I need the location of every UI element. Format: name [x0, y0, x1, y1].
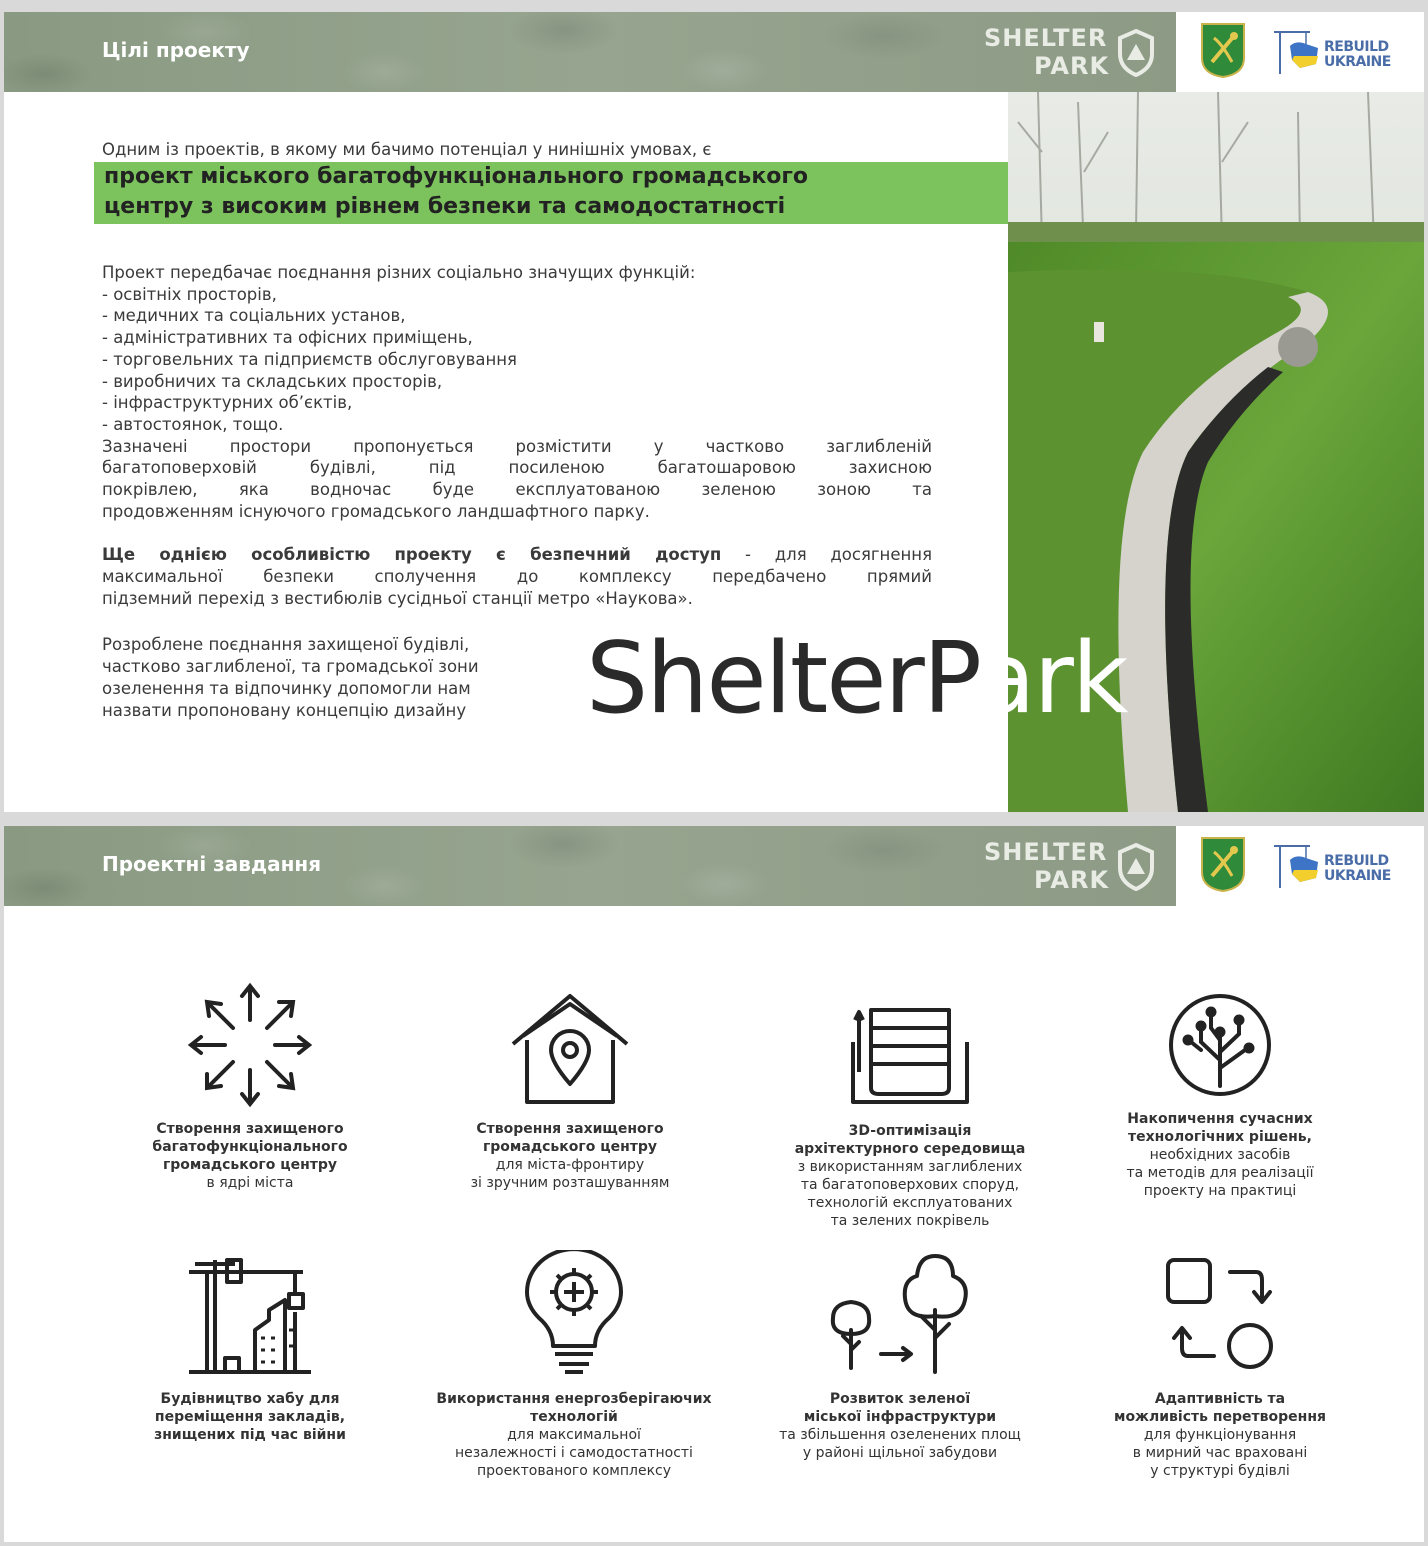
task-card	[420, 990, 720, 1192]
highlight-line-1: проект міського багатофункціонального громадського	[104, 164, 808, 189]
caption-bold-line: Створення захищеного	[156, 1121, 344, 1137]
caption-line: та зелених покрівель	[830, 1213, 990, 1229]
slide-tasks	[4, 826, 1424, 1542]
shelter-park-logo	[982, 22, 1162, 82]
functions-block	[102, 262, 932, 522]
caption-bold-line: технологічних рішень,	[1128, 1129, 1312, 1145]
city-coat-of-arms-icon	[1200, 836, 1246, 892]
placement-line: покрівлею, яка водночас буде експлуатованою зеленою зоною та	[102, 480, 932, 500]
logo-line-1: SHELTER	[984, 24, 1108, 52]
logo-line-2: PARK	[1034, 52, 1110, 80]
header-title: Проектні завдання	[102, 852, 322, 876]
closing-line: назвати пропоновану концепцію дизайну	[102, 701, 467, 720]
task-caption	[100, 1120, 400, 1192]
function-item: - інфраструктурних об’єктів,	[102, 393, 353, 413]
task-card	[1070, 990, 1370, 1200]
logo-line-1: SHELTER	[984, 838, 1108, 866]
access-paragraph	[102, 544, 932, 610]
task-caption	[424, 1390, 724, 1480]
closing-line: озеленення та відпочинку допомогли нам	[102, 679, 471, 698]
caption-bold-line: багатофункціонального	[152, 1139, 348, 1155]
access-line-1-rest: - для досягнення	[721, 545, 932, 564]
function-item: - освітніх просторів,	[102, 284, 277, 304]
lightbulb-gear-icon	[509, 1250, 639, 1380]
caption-bold-line: можливість перетворення	[1114, 1409, 1326, 1425]
shape-transform-icon	[1160, 1254, 1280, 1380]
caption-line: для функціонування	[1143, 1427, 1297, 1443]
placement-line: багатоповерховій будівлі, під посиленою багатошаровою захисною	[102, 458, 932, 478]
caption-bold-line: Накопичення сучасних	[1127, 1111, 1313, 1127]
caption-bold-line: міської інфраструктури	[803, 1409, 997, 1425]
caption-line: та багатоповерхових споруд,	[800, 1177, 1020, 1193]
caption-line: у районі щільної забудови	[802, 1445, 998, 1461]
logo-line-2: PARK	[1034, 866, 1110, 894]
rebuild-text: REBUILD UKRAINE	[1324, 39, 1391, 70]
caption-bold-line: технологій	[530, 1409, 618, 1425]
rebuild-ukraine-logo	[1266, 24, 1406, 84]
intro-text: Одним із проектів, в якому ми бачимо потенціал у нинішніх умовах, є	[102, 140, 712, 159]
city-coat-of-arms-icon	[1200, 22, 1246, 78]
caption-bold-line: архітектурного середовища	[794, 1141, 1026, 1157]
caption-line: для максимальної	[507, 1427, 641, 1443]
task-caption	[100, 1390, 400, 1444]
layered-building-icon	[845, 1002, 975, 1112]
caption-bold-line: переміщення закладів,	[154, 1409, 346, 1425]
task-card	[760, 1002, 1060, 1230]
task-card	[100, 1250, 400, 1444]
shield-icon	[1116, 842, 1156, 892]
caption-bold-line: 3D-оптимізація	[848, 1123, 972, 1139]
caption-bold-line: знищених під час війни	[154, 1427, 346, 1443]
tech-tree-icon	[1165, 990, 1275, 1100]
tree-growth-icon	[825, 1250, 975, 1380]
caption-line: у структурі будівлі	[1150, 1463, 1290, 1479]
caption-bold-line: Розвиток зеленої	[829, 1391, 971, 1407]
access-line-1	[102, 544, 932, 566]
wordmark-p: P	[922, 622, 976, 736]
highlight-text	[104, 162, 1004, 222]
header-band	[4, 12, 1176, 92]
task-caption	[420, 1120, 720, 1192]
task-caption	[750, 1390, 1050, 1462]
placement-line: Зазначені простори пропонується розмістити у частково заглибленій	[102, 436, 932, 456]
slide-goals	[4, 12, 1424, 812]
caption-bold-line: Використання енергозберігаючих	[436, 1391, 712, 1407]
radiating-arrows-icon	[185, 980, 315, 1110]
access-line-2: максимальної безпеки сполучення до комплексу передбачено прямий	[102, 567, 932, 586]
closing-paragraph	[102, 634, 582, 722]
caption-bold-line: громадського центру	[482, 1139, 658, 1155]
rebuild-ukraine-logo	[1266, 838, 1406, 898]
caption-line: в мирний час враховані	[1132, 1445, 1308, 1461]
header-band	[4, 826, 1176, 906]
placement-paragraph	[102, 436, 932, 523]
caption-line: проектованого комплексу	[476, 1463, 672, 1479]
caption-bold-line: громадського центру	[162, 1157, 338, 1173]
wordmark-shelter: Shelter	[586, 622, 923, 736]
rebuild-text: REBUILD UKRAINE	[1324, 853, 1391, 884]
shelter-park-logo	[982, 836, 1162, 896]
closing-line: Розроблене поєднання захищеної будівлі,	[102, 635, 470, 654]
closing-line: частково заглибленої, та громадської зони	[102, 657, 479, 676]
caption-line: в ядрі міста	[206, 1175, 294, 1191]
caption-line: зі зручним розташуванням	[470, 1175, 670, 1191]
task-card	[1070, 1254, 1370, 1480]
function-item: - торговельних та підприємств обслуговування	[102, 349, 517, 369]
caption-line: незалежності і самодостатності	[455, 1445, 693, 1461]
task-card	[750, 1250, 1050, 1462]
caption-line: та методів для реалізації	[1126, 1165, 1314, 1181]
highlight-line-2: центру з високим рівнем безпеки та самодостатності	[104, 194, 786, 219]
access-line-3: підземний перехід з вестибюлів сусідньої станції метро «Наукова».	[102, 589, 693, 608]
header-title: Цілі проекту	[102, 38, 250, 62]
caption-bold-line: Адаптивність та	[1154, 1391, 1286, 1407]
caption-line: проекту на практиці	[1143, 1183, 1297, 1199]
caption-line: необхідних засобів	[1149, 1147, 1291, 1163]
shelter-park-wordmark	[586, 624, 1127, 734]
task-caption	[1070, 1390, 1370, 1480]
function-item: - автостоянок, тощо.	[102, 414, 284, 434]
function-item: - адміністративних та офісних приміщень,	[102, 328, 473, 348]
caption-line: для міста-фронтиру	[495, 1157, 645, 1173]
task-card	[100, 980, 400, 1192]
caption-bold-line: Будівництво хабу для	[160, 1391, 340, 1407]
task-card	[424, 1250, 724, 1480]
caption-line: технологій експлуатованих	[807, 1195, 1013, 1211]
functions-intro: Проект передбачає поєднання різних соціально значущих функцій:	[102, 263, 696, 282]
placement-line: продовженням існуючого громадського ландшафтного парку.	[102, 501, 650, 521]
caption-line: з використанням заглиблених	[797, 1159, 1023, 1175]
access-bold: Ще однією особливістю проекту є безпечний доступ	[102, 545, 722, 564]
task-caption	[760, 1122, 1060, 1230]
function-item: - медичних та соціальних установ,	[102, 306, 406, 326]
crane-construction-icon	[185, 1250, 315, 1380]
caption-line: та збільшення озеленених площ	[779, 1427, 1021, 1443]
wordmark-ark: ark	[975, 622, 1127, 736]
shield-icon	[1116, 28, 1156, 78]
caption-bold-line: Створення захищеного	[476, 1121, 664, 1137]
house-location-icon	[505, 990, 635, 1110]
function-item: - виробничих та складських просторів,	[102, 371, 443, 391]
task-caption	[1070, 1110, 1370, 1200]
